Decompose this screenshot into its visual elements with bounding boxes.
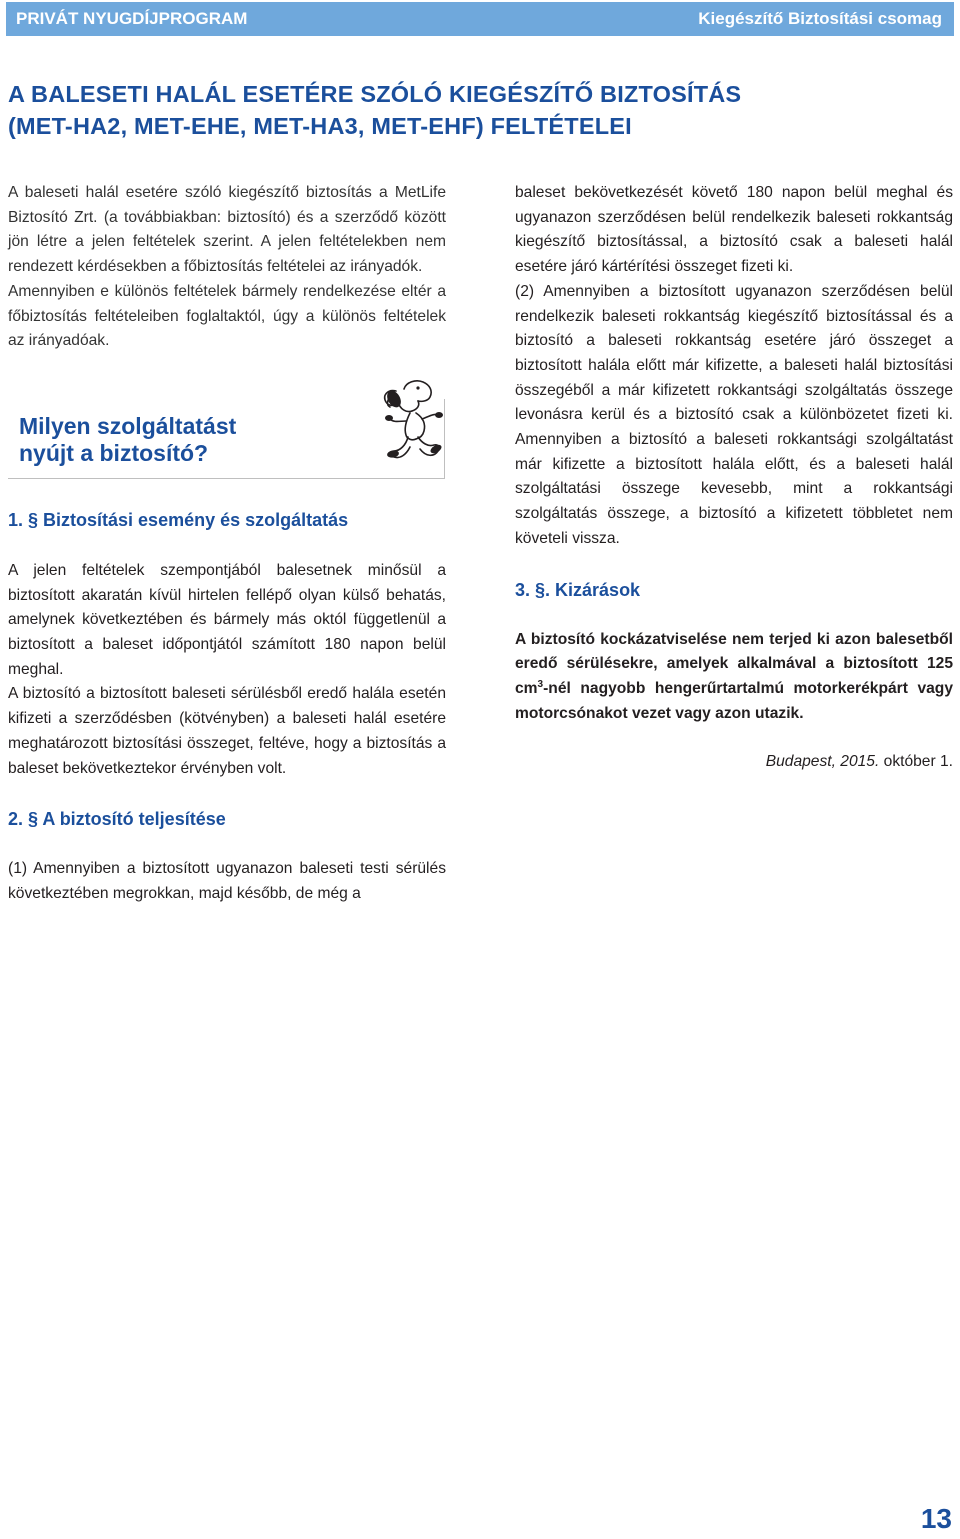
section2-paragraph-1-start: (1) Amennyiben a biztosított ugyanazon baleseti testi sérülés következtében megrokkan, majd később, de még a xyxy=(8,860,446,902)
date-regular: október 1. xyxy=(879,753,953,771)
page-number: 13 xyxy=(920,1503,952,1534)
intro-paragraph-1: A baleseti halál esetére szóló kiegészítő biztosítás a MetLife Biztosító Zrt. (a továbbiakban: biztosító) és a szerződő között jön létre a jelen feltételek szerint. A jelen feltételekben nem rendezett kérdésekben a főbiztosítás feltételei az irányadók. xyxy=(8,184,446,276)
info-box-title xyxy=(19,413,319,467)
section2-heading: 2. § A biztosító teljesítése xyxy=(8,809,226,830)
info-box xyxy=(8,399,445,479)
section3-text-part2: -nél nagyobb hengerűrtartalmú motorkerékpárt vagy motorcsónakot vezet vagy azon utazik. xyxy=(515,679,953,722)
section3-paragraph xyxy=(515,628,953,727)
intro-paragraph-2: Amennyiben e különös feltételek bármely rendelkezése eltér a főbiztosítás feltételeiben foglaltaktól, úgy a különös feltételek az irányadóak. xyxy=(8,282,446,350)
info-box-title-line1: Milyen szolgáltatást xyxy=(19,412,237,439)
section2-body-start xyxy=(8,857,446,906)
section2-paragraph-2: (2) Amennyiben a biztosított ugyanazon szerződésen belül rendelkezik baleseti rokkantság kiegészítő biztosítással és a biztosító a baleseti rokkantság esetére járó összeget a biztosított halála előtt már kifizette, a baleseti halál biztosítási összegéből a már kifizetett rokkantsági szolgáltatás összege levonásra kerül és a biztosító csak a különbözetet fizeti ki. Amennyiben a biztosító a baleseti rokkantsági szolgáltatást már kifizette a biztosított halála előtt, és a baleseti halál szolgáltatási összege kevesebb, mint a rokkantsági szolgáltatás összege, a biztosító a kifizetett többletet nem követeli vissza. xyxy=(515,282,953,547)
section2-paragraph-1-continued: baleset bekövetkezését követő 180 napon belül meghal és ugyanazon szerződésen belül rendelkezik baleseti rokkantság kiegészítő biztosítással, a biztosító csak a baleseti halál esetére járó kártérítési összeget fizeti ki. xyxy=(515,184,953,276)
section1-heading: 1. § Biztosítási esemény és szolgáltatás xyxy=(8,509,349,530)
section1-body xyxy=(8,559,446,781)
intro-section xyxy=(8,181,446,354)
left-column xyxy=(8,181,446,907)
section3-heading: 3. §. Kizárások xyxy=(515,579,641,600)
document-title-line1: A BALESETI HALÁL ESETÉRE SZÓLÓ KIEGÉSZÍTŐ BIZTOSÍTÁS xyxy=(8,81,742,107)
date-italic: Budapest, 2015. xyxy=(765,753,880,771)
header-right-title: Kiegészítő Biztosítási csomag xyxy=(698,9,942,28)
right-column xyxy=(515,181,953,774)
section3-body xyxy=(515,628,953,727)
document-title-line2: (MET-HA2, MET-EHE, MET-HA3, MET-EHF) FELTÉTELEI xyxy=(8,113,632,139)
date-line xyxy=(515,750,953,774)
document-title xyxy=(8,78,948,142)
info-box-title-line2: nyújt a biztosító? xyxy=(19,439,209,466)
section1-paragraph-1: A jelen feltételek szempontjából balesetnek minősül a biztosított akaratán kívül hirtelen fellépő olyan külső behatás, amelynek következtében és bármely más októl függetlenül a biztosított a baleset időpontjától számított 180 napon belül meghal. xyxy=(8,561,446,678)
superscript-3: 3 xyxy=(537,678,544,690)
section1-paragraph-2: A biztosító a biztosított baleseti sérülésből eredő halála esetén kifizeti a szerződésben (kötvényben) a baleseti halál esetére meghatározott biztosítási összeget, feltéve, hogy a biztosítás a baleset bekövetkeztekor érvényben volt. xyxy=(8,685,446,777)
header-left-title: PRIVÁT NYUGDÍJPROGRAM xyxy=(16,9,248,28)
header-bar xyxy=(6,2,954,36)
section3-text-part1: A biztosító kockázatviselése nem terjed ki azon balesetből eredő sérülésekre, amelyek alkalmával a biztosított 125 cm xyxy=(515,630,953,697)
dancing-dog-icon xyxy=(376,377,452,467)
